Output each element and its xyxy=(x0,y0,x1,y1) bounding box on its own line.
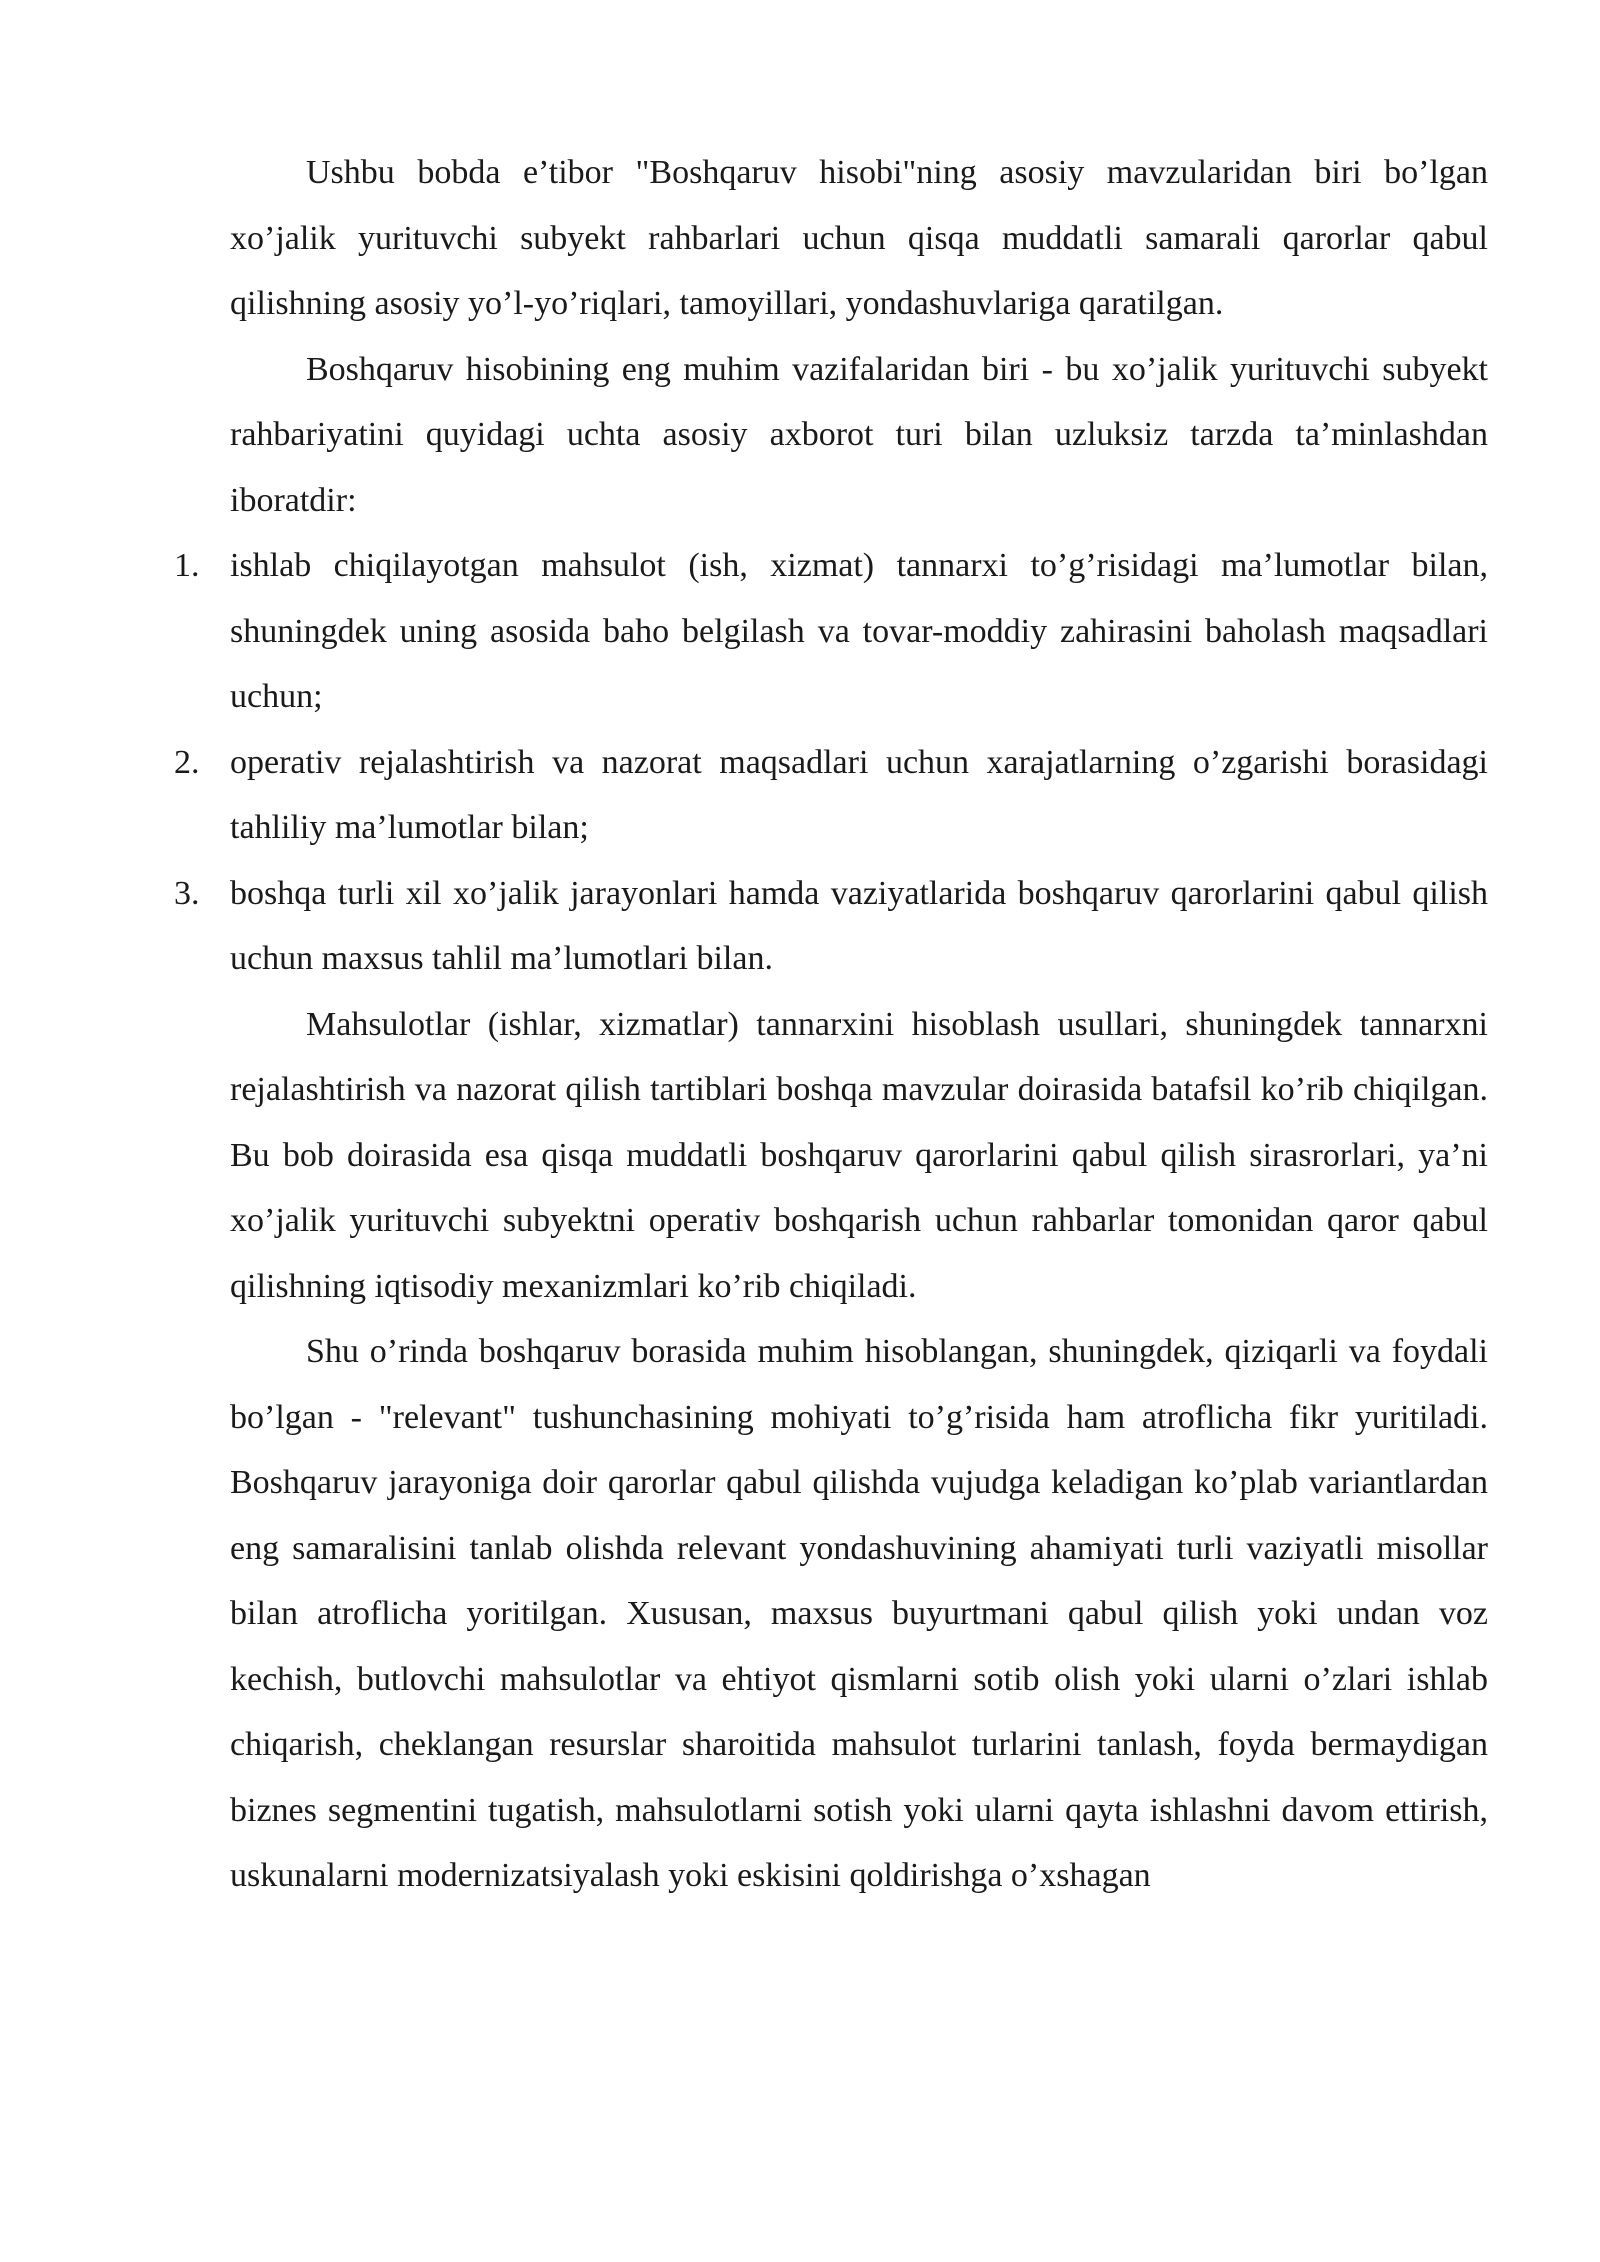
list-item xyxy=(174,861,1488,992)
paragraph-relevant: Shu o’rinda boshqaruv borasida muhim hisoblangan, shuningdek, qiziqarli va foydali bo’lgan - "relevant" tushunchasining mohiyati to’g’risida ham atroflicha fikr yuritiladi. Boshqaruv jarayoniga doir qarorlar qabul qilishda vujudga keladigan ko’plab variantlardan eng samaralisini tanlab olishda relevant yondashuvining ahamiyati turli vaziyatli misollar bilan atroflicha yoritilgan. Xususan, maxsus buyurtmani qabul qilish yoki undan voz kechish, butlovchi mahsulotlar va ehtiyot qismlarni sotib olish yoki ularni o’zlari ishlab chiqarish, cheklangan resurslar sharoitida mahsulot turlarini tanlash, foyda bermaydigan biznes segmentini tugatish, mahsulotlarni sotish yoki ularni qayta ishlashni davom ettirish, uskunalarni modernizatsiyalash yoki eskisini qoldirishga o’xshagan xyxy=(230,1333,1488,1894)
document-page xyxy=(174,140,1488,1909)
list-item-number: 3. xyxy=(174,874,200,912)
paragraph-tasks: Boshqaruv hisobining eng muhim vazifalaridan biri - bu xo’jalik yurituvchi subyekt rahbariyatini quyidagi uchta asosiy axborot turi bilan uzluksiz tarzda ta’minlashdan iboratdir: xyxy=(230,350,1488,519)
paragraph-intro: Ushbu bobda e’tibor "Boshqaruv hisobi"ning asosiy mavzularidan biri bo’lgan xo’jalik yurituvchi subyekt rahbarlari uchun qisqa muddatli samarali qarorlar qabul qilishning asosiy yo’l-yo’riqlari, tamoyillari, yondashuvlariga qaratilgan. xyxy=(230,154,1488,322)
list-item xyxy=(174,533,1488,730)
list-item-text: operativ rejalashtirish va nazorat maqsadlari uchun xarajatlarning o’zgarishi borasidagi tahliliy ma’lumotlar bilan; xyxy=(230,743,1488,846)
list-item xyxy=(174,730,1488,861)
list-item-text: boshqa turli xil xo’jalik jarayonlari hamda vaziyatlarida boshqaruv qarorlarini qabul qilish uchun maxsus tahlil ma’lumotlari bilan. xyxy=(230,874,1488,977)
list-item-text: ishlab chiqilayotgan mahsulot (ish, xizmat) tannarxi to’g’risidagi ma’lumotlar bilan, shuningdek uning asosida baho belgilash va tovar-moddiy zahirasini baholash maqsadlari uchun; xyxy=(230,547,1488,715)
paragraph-methods: Mahsulotlar (ishlar, xizmatlar) tannarxini hisoblash usullari, shuningdek tannarxni rejalashtirish va nazorat qilish tartiblari boshqa mavzular doirasida batafsil ko’rib chiqilgan. Bu bob doirasida esa qisqa muddatli boshqaruv qarorlarini qabul qilish sirasrorlari, ya’ni xo’jalik yurituvchi subyektni operativ boshqarish uchun rahbarlar tomonidan qaror qabul qilishning iqtisodiy mexanizmlari ko’rib chiqiladi. xyxy=(230,1005,1488,1305)
information-types-list xyxy=(174,533,1488,992)
list-item-number: 1. xyxy=(174,547,200,584)
list-item-number: 2. xyxy=(174,743,200,781)
